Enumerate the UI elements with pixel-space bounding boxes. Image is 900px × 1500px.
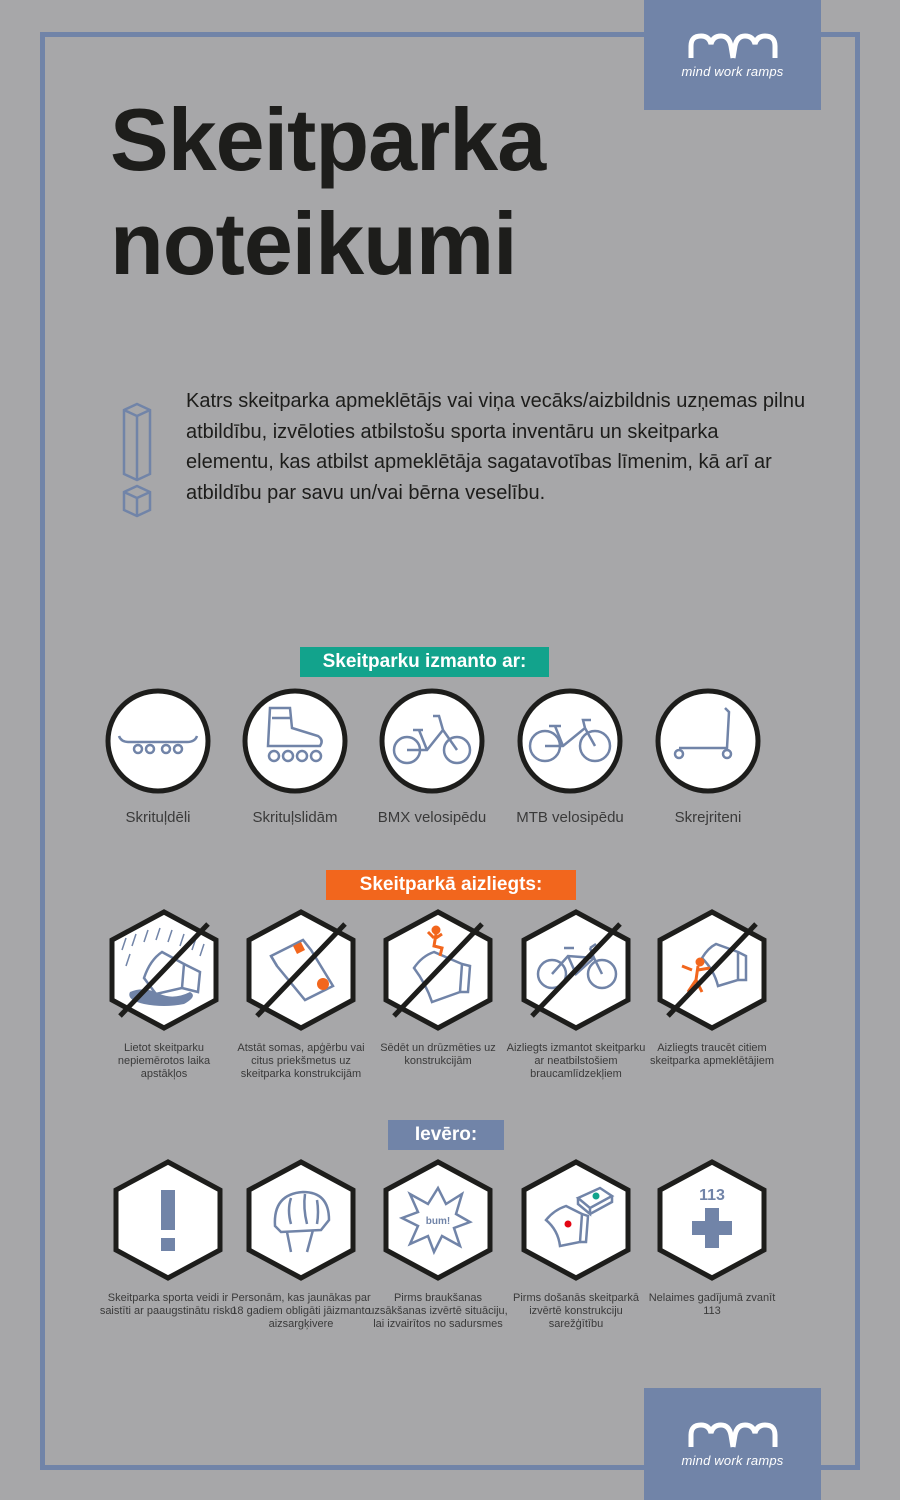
burst-text: bum!	[425, 1216, 451, 1227]
note-caption: Nelaimes gadījumā zvanīt 113	[648, 1292, 776, 1317]
helmet-icon	[241, 1158, 361, 1282]
ramps-difficulty-icon	[516, 1158, 636, 1282]
sitting-on-ramp-icon	[378, 908, 498, 1032]
skateboard-icon	[103, 686, 213, 796]
forbidden-caption: Sēdēt un drūzmēties uz konstrukcijām	[380, 1042, 496, 1067]
forbidden-item-disturbing	[642, 908, 782, 1068]
allowed-caption: Skrituļdēli	[125, 809, 191, 826]
allowed-label: Skeitparku izmanto ar:	[300, 647, 549, 677]
note-item-emergency	[642, 1158, 782, 1318]
forbidden-item-bags	[231, 908, 371, 1081]
forbidden-item-bike	[506, 908, 646, 1081]
note-item-helmet	[231, 1158, 371, 1331]
note-caption: Skeitparka sporta veidi ir saistīti ar paaugstinātu risku	[99, 1292, 237, 1317]
forbidden-caption: Lietot skeitparku nepiemērotos laika apstākļos	[117, 1042, 211, 1080]
note-caption: Pirms braukšanas uzsākšanas izvērtē situāciju, lai izvairītos no sadursmes	[368, 1292, 508, 1330]
scooter-icon	[653, 686, 763, 796]
allowed-item-scooter	[648, 686, 768, 826]
title-line-2: noteikumi	[110, 194, 517, 293]
intro-text: Katrs skeitparka apmeklētājs vai viņa vecāks/aizbildnis uzņemas pilnu atbildību, izvēloties atbilstošu sporta inventāru un skeitparka elementu, kas atbilst apmeklētāja sagatavotības līmenim, kā arī ar atbildību par savu un/vai bērna veselību.	[186, 390, 806, 504]
forbidden-item-weather	[94, 908, 234, 1081]
bags-on-ramp-icon	[241, 908, 361, 1032]
allowed-caption: BMX velosipēdu	[377, 809, 487, 826]
allowed-caption: Skrituļslidām	[252, 809, 338, 826]
logo-text: mind work ramps	[681, 63, 784, 79]
logo-wave-icon	[687, 1421, 779, 1451]
note-label: Ievēro:	[388, 1120, 504, 1150]
allowed-item-skateboard	[98, 686, 218, 826]
person-blocking-icon	[652, 908, 772, 1032]
medical-cross-icon	[652, 1158, 772, 1282]
forbidden-label: Skeitparkā aizliegts:	[326, 870, 576, 900]
logo-top	[644, 0, 821, 110]
forbidden-item-sitting	[368, 908, 508, 1068]
forbidden-caption: Aizliegts izmantot skeitparku ar neatbilstošiem braucamlīdzekļiem	[506, 1042, 646, 1080]
allowed-item-inline-skates	[235, 686, 355, 826]
forbidden-caption: Aizliegts traucēt citiem skeitparka apmeklētājiem	[649, 1042, 775, 1067]
page-title	[110, 88, 545, 296]
exclamation-block-icon	[120, 402, 154, 522]
inline-skate-icon	[240, 686, 350, 796]
note-caption: Personām, kas jaunākas par 18 gadiem obligāti jāizmanto aizsargķivere	[231, 1292, 371, 1330]
exclamation-icon	[108, 1158, 228, 1282]
bmx-bike-icon	[377, 686, 487, 796]
logo-text: mind work ramps	[681, 1452, 784, 1468]
note-item-difficulty	[506, 1158, 646, 1331]
allowed-caption: Skrejriteni	[674, 809, 742, 826]
logo-bottom	[644, 1388, 821, 1500]
allowed-item-bmx	[372, 686, 492, 826]
rain-ramp-icon	[104, 908, 224, 1032]
note-item-collision	[368, 1158, 508, 1331]
mtb-bike-icon	[515, 686, 625, 796]
emergency-number: 113	[699, 1187, 725, 1204]
collision-icon	[378, 1158, 498, 1282]
forbidden-caption: Atstāt somas, apģērbu vai citus priekšmetus uz skeitparka konstrukcijām	[237, 1042, 365, 1080]
city-bike-icon	[516, 908, 636, 1032]
logo-wave-icon	[687, 32, 779, 62]
allowed-caption: MTB velosipēdu	[516, 809, 624, 826]
note-item-risk	[98, 1158, 238, 1318]
title-line-1: Skeitparka	[110, 90, 546, 189]
note-caption: Pirms došanās skeitparkā izvērtē konstrukciju sarežģītību	[513, 1292, 639, 1330]
allowed-item-mtb	[510, 686, 630, 826]
